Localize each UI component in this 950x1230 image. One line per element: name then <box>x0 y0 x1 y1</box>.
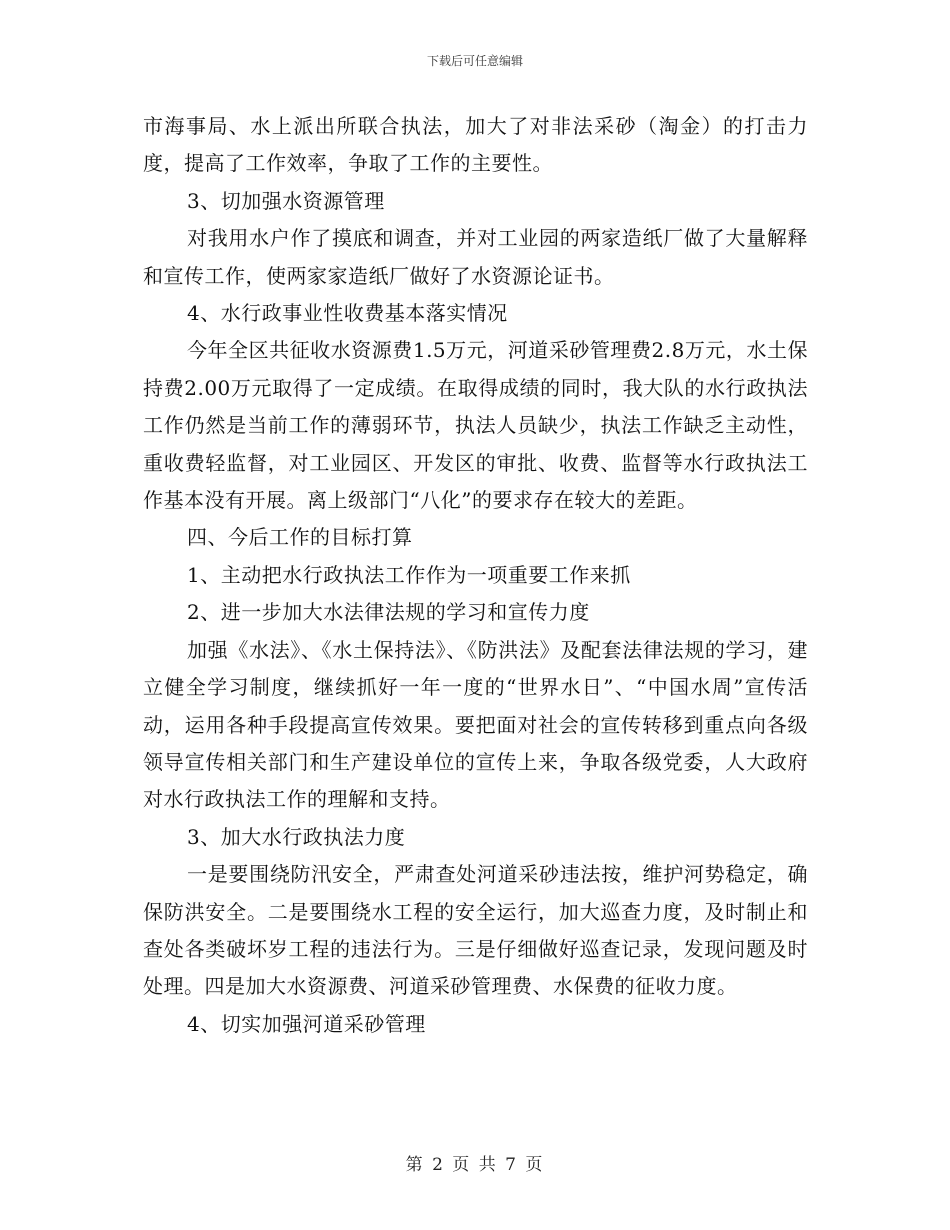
document-body <box>143 108 808 1043</box>
paragraph: 对我用水户作了摸底和调查，并对工业园的两家造纸厂做了大量解释和宣传工作，使两家家造纸厂做好了水资源论证书。 <box>143 226 808 288</box>
paragraph: 加强《水法》、《水土保持法》、《防洪法》及配套法律法规的学习，建立健全学习制度，继续抓好一年一度的“世界水日”、“中国水周”宣传活动，运用各种手段提高宣传效果。要把面对社会的宣传转移到重点向各级领导宣传相关部门和生产建设单位的宣传上来，争取各级党委，人大政府对水行政执法工作的理解和支持。 <box>143 637 808 812</box>
page-number: 第 2 页 共 7 页 <box>405 1155 545 1175</box>
section-heading: 3、切加强水资源管理 <box>187 188 385 213</box>
section-heading: 2、进一步加大水法律法规的学习和宣传力度 <box>187 600 590 625</box>
page-header: 下载后可任意编辑 <box>426 54 523 68</box>
section-heading: 4、水行政事业性收费基本落实情况 <box>187 301 508 326</box>
section-heading: 四、今后工作的目标打算 <box>187 525 413 550</box>
section-heading: 3、加大水行政执法力度 <box>187 824 406 849</box>
section-heading: 4、切实加强河道采砂管理 <box>187 1011 426 1036</box>
paragraph: 一是要围绕防汛安全，严肃查处河道采砂违法按，维护河势稳定，确保防洪安全。二是要围绕水工程的安全运行，加大巡查力度，及时制止和查处各类破坏岁工程的违法行为。三是仔细做好巡查记录，发现问题及时处理。四是加大水资源费、河道采砂管理费、水保费的征收力度。 <box>143 862 808 999</box>
paragraph: 市海事局、水上派出所联合执法，加大了对非法采砂（淘金）的打击力度，提高了工作效率，争取了工作的主要性。 <box>143 114 808 176</box>
section-heading: 1、主动把水行政执法工作作为一项重要工作来抓 <box>187 562 631 587</box>
paragraph: 今年全区共征收水资源费1.5万元，河道采砂管理费2.8万元，水土保持费2.00万元取得了一定成绩。在取得成绩的同时，我大队的水行政执法工作仍然是当前工作的薄弱环节，执法人员缺少，执法工作缺乏主动性，重收费轻监督，对工业园区、开发区的审批、收费、监督等水行政执法工作基本没有开展。离上级部门“八化”的要求存在较大的差距。 <box>143 338 808 513</box>
